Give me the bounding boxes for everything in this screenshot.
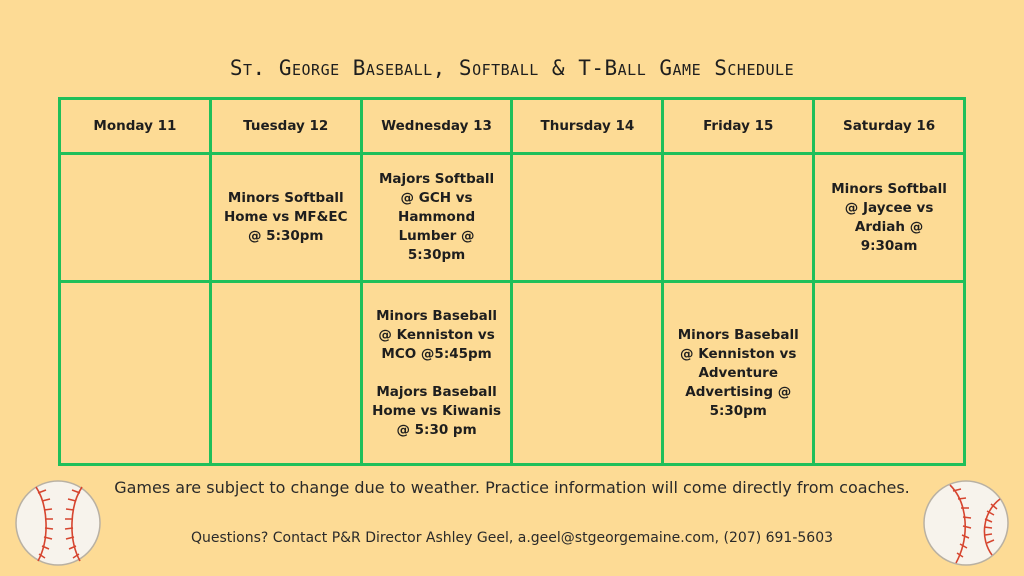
game-line: MCO @5:45pm xyxy=(381,345,492,362)
contact-line: Questions? Contact P&R Director Ashley Geel, a.geel@stgeorgemaine.com, (207) 691-5603 xyxy=(190,530,834,546)
day-header: Monday 11 xyxy=(60,99,211,154)
line-gap xyxy=(369,364,505,383)
day-header: Thursday 14 xyxy=(512,99,663,154)
schedule-cell xyxy=(814,282,965,465)
day-header: Saturday 16 xyxy=(814,99,965,154)
day-header: Friday 15 xyxy=(663,99,814,154)
game-line: Minors Baseball xyxy=(677,326,799,343)
game-line: Minors Baseball xyxy=(376,307,498,324)
day-header: Wednesday 13 xyxy=(361,99,512,154)
schedule-cell xyxy=(60,154,211,282)
schedule-cell xyxy=(512,282,663,465)
day-header: Tuesday 12 xyxy=(210,99,361,154)
game-line: Home vs MF&EC xyxy=(223,209,348,225)
schedule-cell xyxy=(814,154,965,282)
game-line: Hammond xyxy=(398,209,476,225)
baseball-icon xyxy=(12,477,104,569)
game-line: Adventure xyxy=(698,364,778,381)
game-line: @ 5:30pm xyxy=(247,228,324,244)
schedule-cell xyxy=(663,282,814,465)
game-line: Majors Softball xyxy=(378,171,495,187)
baseball-icon xyxy=(920,477,1012,569)
schedule-cell xyxy=(361,282,512,465)
game-line: @ GCH vs xyxy=(400,190,473,206)
game-line: 5:30pm xyxy=(709,402,767,419)
schedule-row xyxy=(60,282,965,465)
schedule-row xyxy=(60,154,965,282)
game-line: Advertising @ xyxy=(685,383,792,400)
game-line: 5:30pm xyxy=(407,247,466,263)
game-line: @ Kenniston vs xyxy=(378,326,495,343)
game-line: Minors Softball xyxy=(227,190,344,206)
game-line: 9:30am xyxy=(860,237,918,254)
schedule-cell xyxy=(60,282,211,465)
game-line: @ 5:30 pm xyxy=(396,421,477,438)
game-line: @ Jaycee vs xyxy=(844,199,934,216)
game-line: Lumber @ xyxy=(398,228,475,244)
schedule-cell xyxy=(361,154,512,282)
game-line: Ardiah @ xyxy=(854,218,924,235)
schedule-title: St. George Baseball, Softball & T-Ball Game Schedule xyxy=(229,56,795,80)
game-line: @ Kenniston vs xyxy=(680,345,797,362)
game-line: Minors Softball xyxy=(831,180,947,197)
schedule-cell xyxy=(210,154,361,282)
schedule-cell xyxy=(663,154,814,282)
schedule-cell xyxy=(512,154,663,282)
schedule-cell xyxy=(210,282,361,465)
game-line: Majors Baseball xyxy=(376,383,497,400)
day-header-row xyxy=(60,99,965,154)
schedule-table xyxy=(58,97,966,466)
game-line: Home vs Kiwanis xyxy=(372,402,502,419)
weather-note: Games are subject to change due to weather. Practice information will come directly from coaches. xyxy=(114,478,910,497)
